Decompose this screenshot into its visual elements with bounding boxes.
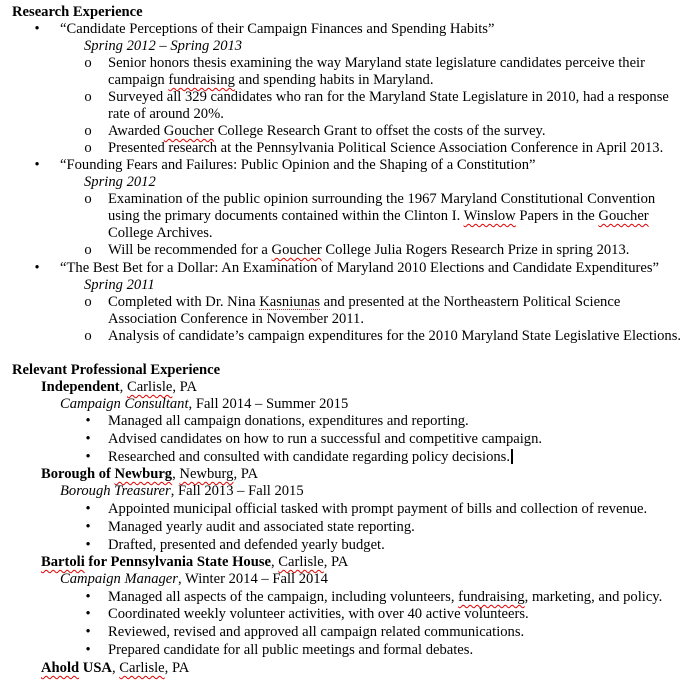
- sub-bullet-icon: o: [84, 328, 92, 344]
- bullet-text: Drafted, presented and defended yearly budget.: [108, 537, 385, 553]
- bullet-icon: •: [85, 501, 91, 517]
- job-employer-line: [41, 379, 197, 396]
- project-dates: Spring 2011: [84, 277, 155, 293]
- bullet-icon: •: [34, 157, 40, 173]
- job-dates: , Fall 2013 – Fall 2015: [170, 483, 304, 499]
- project-dates: Spring 2012 – Spring 2013: [84, 38, 243, 54]
- bullet-icon: •: [85, 642, 91, 658]
- employer-name: Independent: [41, 379, 120, 395]
- detail-text: College Archives.: [108, 225, 213, 241]
- job-employer-line: [41, 466, 258, 483]
- project-title: “Candidate Perceptions of their Campaign Finances and Spending Habits”: [60, 21, 495, 37]
- spellcheck-word[interactable]: fundraising: [168, 72, 235, 88]
- spellcheck-word[interactable]: Carlisle: [126, 379, 173, 395]
- section-heading-research: Research Experience: [12, 4, 143, 20]
- job-role: Borough Treasurer: [60, 483, 171, 499]
- job-role-line: [60, 571, 328, 588]
- job-role-line: [60, 396, 348, 413]
- bullet-icon: •: [85, 449, 91, 465]
- detail-text: Senior honors thesis examining the way Maryland state legislature candidates perceive their: [108, 55, 645, 71]
- bullet-text: Appointed municipal official tasked with prompt payment of bills and collection of revenue.: [108, 501, 648, 517]
- sub-bullet-icon: o: [84, 294, 92, 310]
- detail-text: Will be recommended for a: [108, 242, 272, 258]
- bullet-icon: •: [85, 413, 91, 429]
- location-text: , PA: [172, 379, 197, 395]
- detail-text: College Julia Rogers Research Prize in spring 2013.: [321, 242, 630, 258]
- spellcheck-word[interactable]: Goucher: [163, 123, 215, 139]
- spellcheck-word[interactable]: Carlisle: [278, 554, 324, 570]
- bullet-icon: •: [85, 589, 91, 605]
- bullet-text: Reviewed, revised and approved all campaign related communications.: [108, 624, 525, 640]
- job-dates: , Fall 2014 – Summer 2015: [188, 396, 349, 412]
- job-employer-line: [41, 660, 189, 677]
- sub-bullet-icon: o: [84, 123, 92, 139]
- spellcheck-word[interactable]: Goucher: [271, 242, 322, 258]
- separator: ,: [119, 379, 127, 395]
- bullet-text: , marketing, and policy.: [524, 589, 663, 605]
- employer-name: USA: [79, 660, 112, 676]
- project-detail-cont: [108, 208, 649, 225]
- detail-text: Surveyed all 329 candidates who ran for the Maryland State Legislature in 2010, had a response: [108, 89, 669, 105]
- spellcheck-word[interactable]: Bartoli: [41, 554, 85, 570]
- location-text: , PA: [233, 466, 259, 482]
- detail-text: rate of around 20%.: [108, 106, 224, 122]
- spellcheck-word[interactable]: Winslow: [463, 208, 516, 224]
- bullet-text: Advised candidates on how to run a successful and competitive campaign.: [108, 431, 543, 447]
- job-dates: , Winter 2014 – Fall 2014: [177, 571, 328, 587]
- separator: ,: [271, 554, 279, 570]
- location-text: , PA: [164, 660, 190, 676]
- separator: ,: [111, 660, 120, 676]
- detail-text: Analysis of candidate’s campaign expenditures for the 2010 Maryland State Legislative Elections.: [108, 328, 682, 344]
- sub-bullet-icon: o: [84, 89, 92, 105]
- bullet-icon: •: [34, 21, 40, 37]
- separator: ,: [172, 466, 180, 482]
- text-cursor: [511, 449, 513, 464]
- detail-text: campaign: [108, 72, 169, 88]
- spellcheck-word[interactable]: fundraising: [458, 589, 525, 605]
- job-employer-line: [41, 554, 348, 571]
- project-title: “The Best Bet for a Dollar: An Examination of Maryland 2010 Elections and Candidate Expenditures”: [60, 260, 659, 276]
- sub-bullet-icon: o: [84, 140, 92, 156]
- employer-name: for Pennsylvania State House: [84, 554, 271, 570]
- project-dates: Spring 2012: [84, 174, 156, 190]
- bullet-text: Researched and consulted with candidate regarding policy decisions.: [108, 449, 511, 465]
- detail-text: Completed with Dr. Nina: [108, 294, 260, 310]
- bullet-icon: •: [34, 260, 40, 276]
- sub-bullet-icon: o: [84, 55, 92, 71]
- spellcheck-word[interactable]: Goucher: [598, 208, 649, 224]
- detail-text: Papers in the: [515, 208, 599, 224]
- bullet-text: Managed all campaign donations, expenditures and reporting.: [108, 413, 469, 429]
- location-text: , PA: [323, 554, 349, 570]
- bullet-icon: •: [85, 537, 91, 553]
- detail-text: Presented research at the Pennsylvania Political Science Association Conference in April 2013.: [108, 140, 664, 156]
- bullet-text: Coordinated weekly volunteer activities, with over 40 active volunteers.: [108, 606, 529, 622]
- spellcheck-word[interactable]: Ahold: [41, 660, 80, 676]
- project-detail-cont: [108, 72, 433, 89]
- bullet-text: Managed all aspects of the campaign, including volunteers,: [108, 589, 459, 605]
- sub-bullet-icon: o: [84, 191, 92, 207]
- detail-text: and presented at the Northeastern Political Science: [320, 294, 621, 310]
- grammar-check-word[interactable]: Kasniunas: [259, 294, 321, 310]
- detail-text: using the primary documents contained within the Clinton I.: [108, 208, 464, 224]
- detail-text: College Research Grant to offset the costs of the survey.: [214, 123, 546, 139]
- sub-bullet-icon: o: [84, 242, 92, 258]
- project-title: “Founding Fears and Failures: Public Opinion and the Shaping of a Constitution”: [60, 157, 536, 173]
- bullet-icon: •: [85, 519, 91, 535]
- job-role: Campaign Consultant: [60, 396, 189, 412]
- section-heading-professional: Relevant Professional Experience: [12, 362, 221, 378]
- employer-name: Borough of: [41, 466, 115, 482]
- spellcheck-word[interactable]: Newburg: [114, 466, 173, 482]
- detail-text: and spending habits in Maryland.: [234, 72, 434, 88]
- detail-text: Association Conference in November 2011.: [108, 311, 364, 327]
- bullet-icon: •: [85, 431, 91, 447]
- bullet-icon: •: [85, 606, 91, 622]
- bullet-text: Prepared candidate for all public meetings and formal debates.: [108, 642, 474, 658]
- spellcheck-word[interactable]: Newburg: [179, 466, 234, 482]
- bullet-icon: •: [85, 624, 91, 640]
- job-role: Campaign Manager: [60, 571, 178, 587]
- bullet-text: Managed yearly audit and associated state reporting.: [108, 519, 415, 535]
- spellcheck-word[interactable]: Carlisle: [119, 660, 165, 676]
- detail-text: Examination of the public opinion surrounding the 1967 Maryland Constitutional Convention: [108, 191, 656, 207]
- detail-text: Awarded: [108, 123, 164, 139]
- job-role-line: [60, 483, 304, 500]
